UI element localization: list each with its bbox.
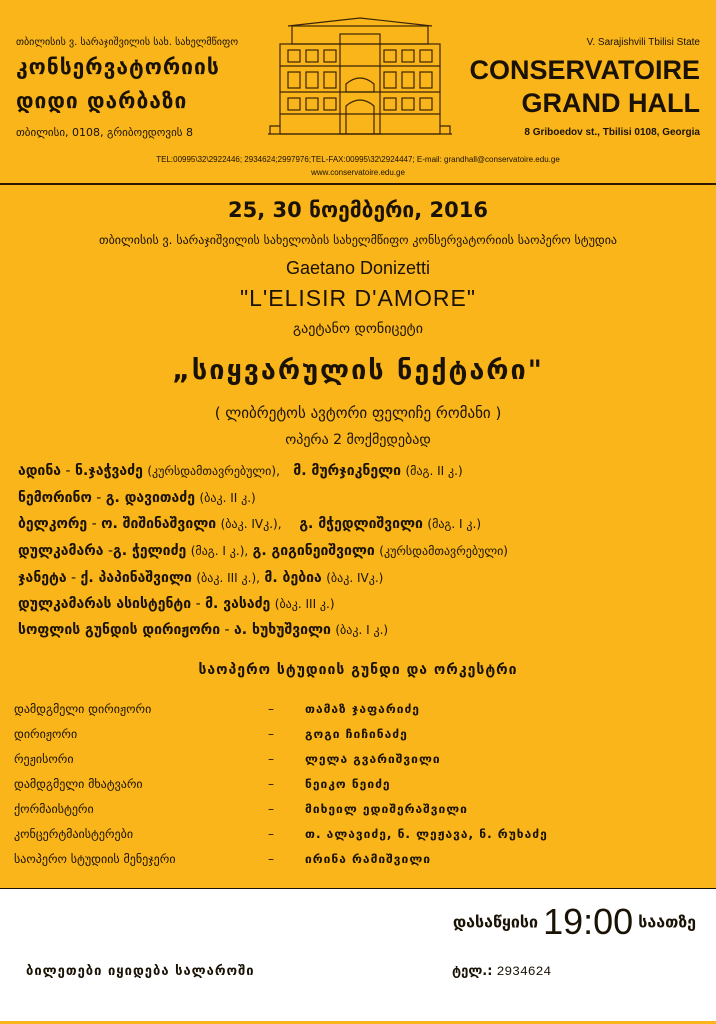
phone-line [452,964,551,979]
crew-name: ნეიკო ნეიძე [305,777,391,791]
crew-name: ირინა რამიშვილი [305,852,431,866]
title-ka: „სიყვარულის ნექტარი" [172,355,544,386]
crew-label: რეჟისორი [14,752,74,766]
header-right-address: 8 Griboedov st., Tbilisi 0108, Georgia [524,127,700,138]
footer-band [0,889,716,1021]
phone-number: 2934624 [496,964,552,979]
cast-singer: გ. გიგინეიშვილი [252,543,375,559]
crew-dash: – [268,752,274,766]
cast-singer: გ. ჭელიძე [113,543,187,559]
crew-name: თ. ალავიძე, ნ. ლეჟავა, ნ. რუხაძე [305,827,548,841]
crew-dash: – [268,727,274,741]
event-organizer: თბილისის ვ. სარაჯიშვილის სახელობის სახელმწიფო კონსერვატორიის საოპერო სტუდია [98,233,618,247]
building-icon [262,14,458,139]
crew-label: დირიჟორი [14,727,78,741]
tickets-info: ბილეთები იყიდება სალაროში [26,964,255,979]
cast-role: სოფლის გუნდის დირიჟორი [18,622,221,638]
cast-singer: ნ.ჯაჭვაძე [75,463,143,479]
cast-singer: ო. შიშინაშვილი [101,516,217,532]
header-right-title-1: CONSERVATOIRE [469,55,700,85]
crew-dash: – [268,802,274,816]
cast-row: ბელკორე - ო. შიშინაშვილი (ბაკ. IVკ.), გ. მჭედლიშვილი (მაგ. I კ.) [18,516,482,532]
crew-label: კონცერტმაისტერები [14,827,134,841]
cast-singer: ქ. პაპინაშვილი [80,570,192,586]
header-right-small: V. Sarajishvili Tbilisi State [586,37,700,48]
cast-row: დულკამარას ასისტენტი - მ. ვასაძე (ბაკ. III კ.) [18,596,335,612]
crew-dash: – [268,827,274,841]
crew-name: მიხეილ ედიშერაშვილი [305,802,468,816]
header-left-title-2: დიდი დარბაზი [16,89,188,113]
phone-label: ტელ.: [452,964,493,979]
start-time: 19:00 [543,901,634,942]
cast-row: სოფლის გუნდის დირიჟორი - ა. ხუხუშვილი (ბაკ. I კ.) [18,622,389,638]
cast-singer: მ. ბებია [264,570,322,586]
acts-line: ოპერა 2 მოქმედებად [285,432,431,448]
start-label: დასაწყისი [452,912,538,932]
header-left-title-1: კონსერვატორიის [16,55,220,79]
website: www.conservatoire.edu.ge [311,168,405,177]
start-time-line [453,901,696,943]
cast-row: ნემორინო - გ. დავითაძე (ბაკ. II კ.) [18,490,256,506]
crew-label: ქორმაისტერი [14,802,94,816]
crew-name: თამაზ ჯაფარიძე [305,702,420,716]
cast-singer: მ. ვასაძე [205,596,271,612]
crew-label: დამდგმელი მხატვარი [14,777,143,791]
libretto-line: ( ლიბრეტოს ავტორი ფელიჩე რომანი ) [214,404,502,422]
cast-role: ნემორინო [18,490,92,506]
header-left-address: თბილისი, 0108, გრიბოედოვის 8 [16,126,194,139]
cast-role: ადინა [18,463,62,479]
title-en: "L'ELISIR D'AMORE" [239,285,477,311]
cast-singer: ა. ხუხუშვილი [234,622,331,638]
crew-dash: – [268,702,274,716]
crew-name: გოგი ჩიჩინაძე [305,727,408,741]
contact-line: TEL:00995\32\2922446; 2934624;2997976;TEL-FAX:00995\32\2924447; E-mail: grandhall@conservatoire.edu.ge [156,155,560,164]
header-left-small: თბილისის ვ. სარაჯიშვილის სახ. სახელმწიფო [16,37,239,48]
start-suffix: საათზე [638,912,696,932]
cast-singer: გ. დავითაძე [105,490,196,506]
cast-row: ადინა - ნ.ჯაჭვაძე (კურსდამთავრებული), მ. მურჯიკნელი (მაგ. II კ.) [18,463,463,479]
crew-label: დამდგმელი დირიჟორი [14,702,152,716]
choir-heading: საოპერო სტუდიის გუნდი და ორკესტრი [198,662,518,678]
cast-singer: გ. მჭედლიშვილი [299,516,423,532]
cast-row: ჯანეტა - ქ. პაპინაშვილი (ბაკ. III კ.), მ. ბებია (ბაკ. IVკ.) [18,570,384,586]
crew-label: საოპერო სტუდიის მენეჯერი [14,852,176,866]
crew-dash: – [268,777,274,791]
cast-role: დულკამარა [18,543,104,559]
event-date: 25, 30 ნოემბერი, 2016 [227,198,488,222]
crew-name: ლელა გვარიშვილი [305,752,441,766]
cast-role: ჯანეტა [18,570,67,586]
header-right-title-2: GRAND HALL [521,88,700,118]
cast-role: დულკამარას ასისტენტი [18,596,192,612]
composer-en: Gaetano Donizetti [285,258,431,278]
composer-ka: გაეტანო დონიცეტი [293,321,423,337]
crew-dash: – [268,852,274,866]
header-divider [0,183,716,185]
cast-singer: მ. მურჯიკნელი [293,463,402,479]
cast-role: ბელკორე [18,516,88,532]
cast-row: დულკამარა -გ. ჭელიძე (მაგ. I კ.), გ. გიგინეიშვილი (კურსდამთავრებული) [18,543,508,559]
